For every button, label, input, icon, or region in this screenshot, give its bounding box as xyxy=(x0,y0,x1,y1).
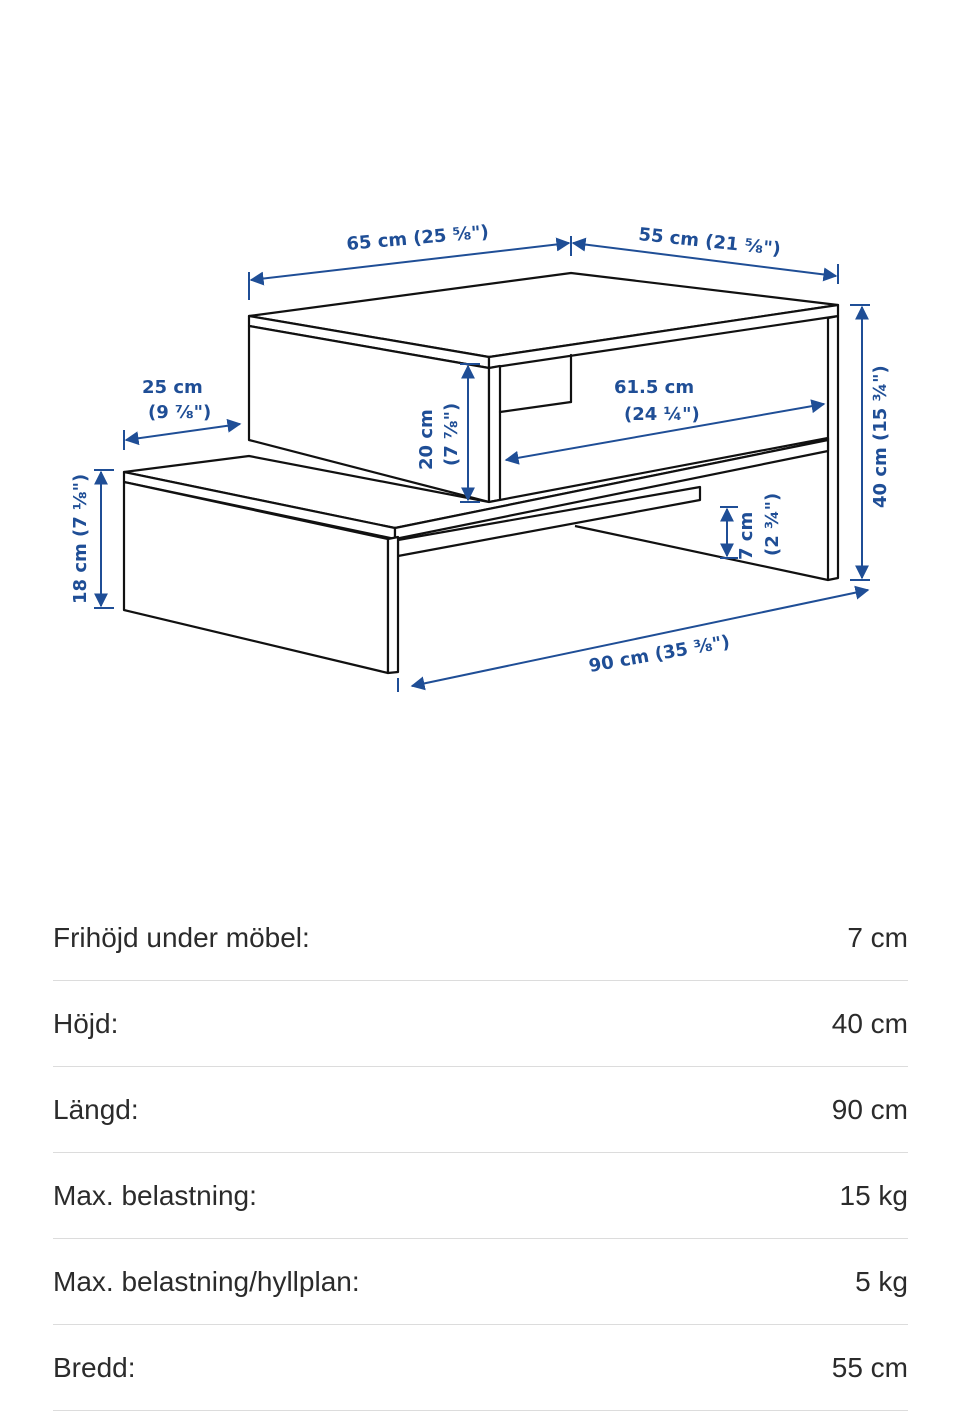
dim-label-shelf-height-cm: 20 cm xyxy=(416,409,437,470)
spec-row-clearance xyxy=(53,895,908,981)
spec-value: 5 kg xyxy=(855,1265,908,1297)
dim-label-shelf-height-in: (7 ⅞") xyxy=(441,402,462,466)
spec-value: 90 cm xyxy=(831,1093,908,1125)
spec-table xyxy=(53,895,908,1411)
dim-label-top-length: 65 cm (25 ⅝") xyxy=(345,221,490,255)
spec-value: 7 cm xyxy=(847,921,908,953)
dim-label-step-width-cm: 25 cm xyxy=(142,377,203,398)
spec-label: Bredd: xyxy=(53,1351,136,1383)
dim-label-clearance-cm: 7 cm xyxy=(736,511,757,560)
spec-row-width xyxy=(53,1325,908,1411)
spec-value: 15 kg xyxy=(839,1179,908,1211)
table-outline xyxy=(124,273,838,673)
spec-row-max-load xyxy=(53,1153,908,1239)
spec-row-length xyxy=(53,1067,908,1153)
spec-value: 55 cm xyxy=(831,1351,908,1383)
spec-value: 40 cm xyxy=(831,1007,908,1039)
dim-label-clearance-in: (2 ¾") xyxy=(762,492,783,556)
spec-row-height xyxy=(53,981,908,1067)
dim-label-shelf-width-cm: 61.5 cm xyxy=(614,377,695,398)
spec-label: Max. belastning: xyxy=(53,1179,257,1211)
dim-label-step-width-in: (9 ⅞") xyxy=(148,402,212,423)
dim-label-total-length: 90 cm (35 ⅜") xyxy=(587,631,732,677)
dim-label-top-depth: 55 cm (21 ⅝") xyxy=(637,224,782,260)
dim-label-low-height: 18 cm (7 ⅛") xyxy=(70,473,91,604)
dim-label-total-height: 40 cm (15 ¾") xyxy=(870,365,891,508)
spec-label: Frihöjd under möbel: xyxy=(53,921,310,953)
spec-label: Längd: xyxy=(53,1093,139,1125)
spec-label: Max. belastning/hyllplan: xyxy=(53,1265,360,1297)
dim-label-shelf-width-in: (24 ¼") xyxy=(624,404,700,425)
spec-row-max-load-shelf xyxy=(53,1239,908,1325)
spec-label: Höjd: xyxy=(53,1007,119,1039)
